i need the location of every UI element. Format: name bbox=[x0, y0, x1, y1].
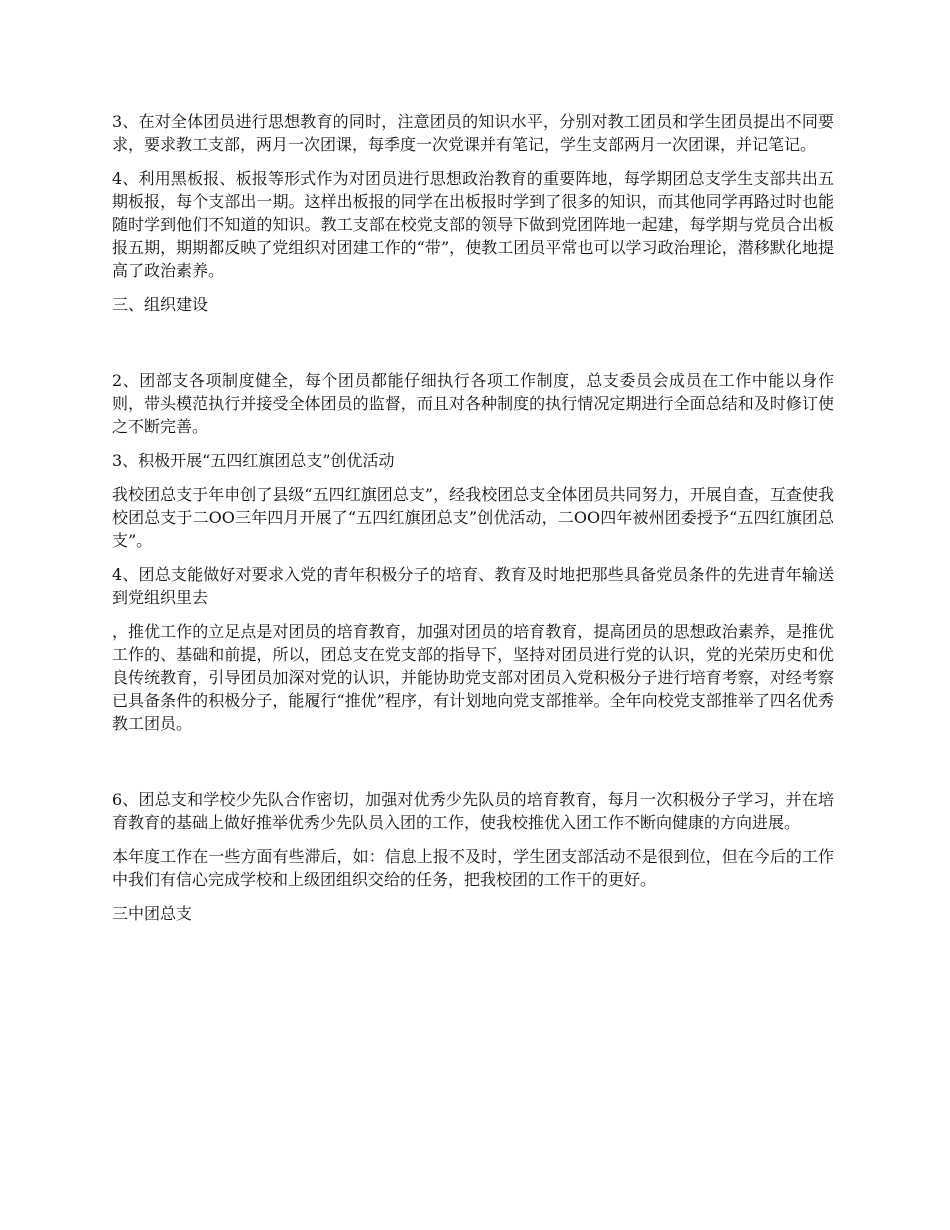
document-page bbox=[112, 110, 834, 936]
section-heading-organization: 三、组织建设 bbox=[112, 295, 209, 314]
blank-gap bbox=[112, 746, 834, 788]
paragraph-rules: 2、团部支各项制度健全，每个团员都能仔细执行各项工作制度，总支委员会成员在工作中能以身作则，带头模范执行并接受全体团员的监督，而且对各种制度的执行情况定期进行全面总结和及时修订使之不断完善。 bbox=[112, 371, 834, 436]
paragraph-party-training: ，推优工作的立足点是对团员的培育教育，加强对团员的培育教育，提高团员的思想政治素养，是推优工作的、基础和前提，所以，团总支在党支部的指导下，坚持对团员进行党的认识，党的光荣历史和优良传统教育，引导团员加深对党的认识，并能协助党支部对团员入党积极分子进行培育考察，对经考察已具备条件的积极分子，能履行“推优”程序，有计划地向党支部推举。全年向校党支部推举了四名优秀教工团员。 bbox=[112, 622, 834, 733]
paragraph-red-flag: 我校团总支于年申创了县级“五四红旗团总支”，经我校团总支全体团员共同努力，开展自查，互查使我校团总支于二OO三年四月开展了“五四红旗团总支”创优活动，二OO四年被州团委授予“五四红旗团总支”。 bbox=[112, 485, 834, 550]
paragraph-blackboard: 4、利用黑板报、板报等形式作为对团员进行思想政治教育的重要阵地，每学期团总支学生支部共出五期板报，每个支部出一期。这样出板报的同学在出板报时学到了很多的知识，而其他同学再路过时也能随时学到他们不知道的知识。教工支部在校党支部的领导下做到党团阵地一起建，每学期与党员合出板报五期，期期都反映了党组织对团建工作的“带”，使教工团员平常也可以学习政治理论，潜移默化地提高了政治素养。 bbox=[112, 169, 834, 280]
signature: 三中团总支 bbox=[112, 904, 193, 923]
blank-gap bbox=[112, 327, 834, 369]
paragraph-young-pioneers: 6、团总支和学校少先队合作密切，加强对优秀少先队员的培育教育，每月一次积极分子学习，并在培育教育的基础上做好推举优秀少先队员入团的工作，使我校推优入团工作不断向健康的方向进展。 bbox=[112, 790, 834, 832]
paragraph-red-flag-title: 3、积极开展“五四红旗团总支”创优活动 bbox=[112, 451, 395, 470]
paragraph-summary: 本年度工作在一些方面有些滞后，如：信息上报不及时，学生团支部活动不是很到位，但在今后的工作中我们有信心完成学校和上级团组织交给的任务，把我校团的工作干的更好。 bbox=[112, 847, 834, 889]
paragraph-education-levels: 3、在对全体团员进行思想教育的同时，注意团员的知识水平，分别对教工团员和学生团员提出不同要求，要求教工支部，两月一次团课，每季度一次党课并有笔记，学生支部两月一次团课，并记笔记。 bbox=[112, 112, 834, 154]
paragraph-party-training-title: 4、团总支能做好对要求入党的青年积极分子的培育、教育及时地把那些具备党员条件的先进青年输送到党组织里去 bbox=[112, 565, 834, 607]
